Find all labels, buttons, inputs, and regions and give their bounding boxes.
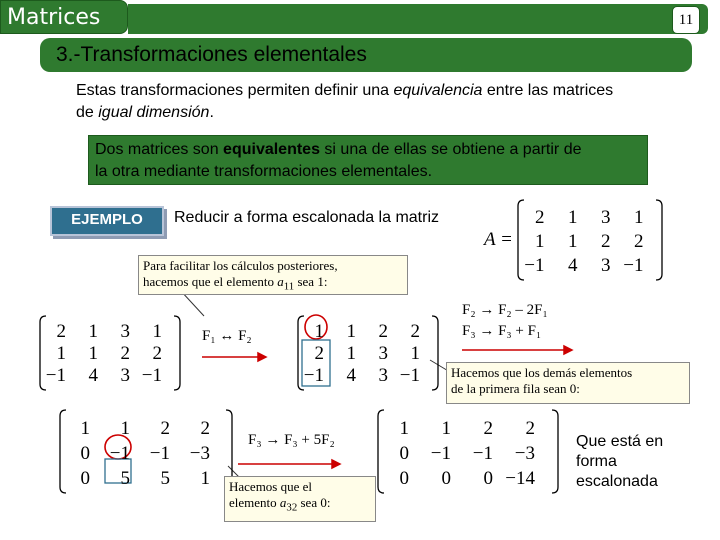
example-task: Reducir a forma escalonada la matriz <box>174 209 440 226</box>
note-first-row: Hacemos que los demás elementos de la primera fila sean 0: <box>446 362 690 404</box>
matrix-cell: 1 <box>346 343 356 364</box>
matrix-cell: 2 <box>160 418 170 439</box>
matrix-cell: 0 <box>399 443 409 464</box>
matrix-cell: 2 <box>314 343 324 364</box>
matrix-cell: 2 <box>378 321 388 342</box>
note-a32: Hacemos que el elemento $a_{32}$ sea 0: <box>224 476 376 522</box>
note-a11: Para facilitar los cálculos posteriores, hacemos que el elemento $a_{11}$ sea 1: <box>138 255 408 295</box>
matrix-cell: 1 <box>200 468 210 489</box>
matrix-cell: −1 <box>303 365 324 386</box>
right-bracket <box>552 410 558 493</box>
matrix-cell: −1 <box>472 443 493 464</box>
matrix-m1 <box>40 316 180 390</box>
arrow-op3-head <box>332 460 340 468</box>
matrix-cell: 1 <box>120 418 130 439</box>
matrix-cell: 2 <box>535 207 545 228</box>
final-note: Que está en forma escalonada <box>576 433 664 490</box>
matrix-cell: −1 <box>623 255 644 276</box>
matrix-cell: 0 <box>483 468 493 489</box>
arrow-op2-head <box>564 346 572 354</box>
matrix-cell: 2 <box>152 343 162 364</box>
matrix-cell: 1 <box>152 321 162 342</box>
matrix-cell: −1 <box>109 443 130 464</box>
matrix-cell: 1 <box>88 343 98 364</box>
section-title: 3.-Transformaciones elementales <box>56 40 676 70</box>
matrix-cell: 5 <box>160 468 170 489</box>
matrix-cell: 1 <box>80 418 90 439</box>
matrix-cell: −1 <box>430 443 451 464</box>
matrix-a-label: A = <box>484 229 513 250</box>
matrix-cell: 0 <box>399 468 409 489</box>
matrix-cell: 1 <box>441 418 451 439</box>
matrix-cell: −1 <box>141 365 162 386</box>
op-row3: F₃ → F₃ + 5F₂ <box>248 432 335 448</box>
highlight-boxes <box>105 340 330 483</box>
matrix-cell: 2 <box>601 231 611 252</box>
matrix-cell: 1 <box>568 207 578 228</box>
matrix-m4 <box>378 410 558 493</box>
matrix-cell: 2 <box>410 321 420 342</box>
matrix-m2 <box>298 316 438 390</box>
app-title: Matrices <box>7 5 101 30</box>
matrix-cell: 0 <box>80 443 90 464</box>
matrix-cell: 5 <box>120 468 130 489</box>
matrix-cell: 3 <box>378 365 388 386</box>
arrow-swap-head <box>258 353 266 361</box>
matrix-cell: 0 <box>441 468 451 489</box>
matrix-cell: 4 <box>568 255 578 276</box>
matrix-cell: 1 <box>88 321 98 342</box>
matrix-cell: −1 <box>399 365 420 386</box>
matrix-cell: 4 <box>88 365 98 386</box>
matrix-cell: 3 <box>601 207 611 228</box>
intro-paragraph: Estas transformaciones permiten definir una equivalencia entre las matrices de igual dimensión. <box>76 82 614 121</box>
matrix-cell: 2 <box>525 418 535 439</box>
matrix-cell: 1 <box>399 418 409 439</box>
matrix-cell: 1 <box>314 321 324 342</box>
matrix-cell: 3 <box>601 255 611 276</box>
right-bracket <box>432 316 438 390</box>
matrix-cell: 2 <box>483 418 493 439</box>
matrix-a <box>518 200 662 280</box>
matrix-m3 <box>60 410 232 493</box>
page-number: 11 <box>672 6 700 34</box>
right-bracket <box>656 200 662 280</box>
op-row-ops: F₂ → F₂ – 2F₁ F₃ → F₃ + F₁ <box>462 302 548 339</box>
matrix-cell: 2 <box>200 418 210 439</box>
matrix-cell: −1 <box>45 365 66 386</box>
matrix-cell: −3 <box>514 443 535 464</box>
left-bracket <box>378 410 384 493</box>
matrix-cell: 1 <box>346 321 356 342</box>
matrix-cell: 1 <box>410 343 420 364</box>
matrix-cell: 2 <box>56 321 66 342</box>
matrix-cell: 4 <box>346 365 356 386</box>
matrix-layer <box>40 200 662 493</box>
matrix-cell: 3 <box>120 321 130 342</box>
matrix-cell: −1 <box>524 255 545 276</box>
op-swap: F₁ ↔ F₂ <box>202 328 252 344</box>
matrix-cell: 1 <box>535 231 545 252</box>
right-bracket <box>174 316 180 390</box>
matrix-cell: 1 <box>568 231 578 252</box>
matrix-cell: −1 <box>149 443 170 464</box>
matrix-cell: 3 <box>120 365 130 386</box>
matrix-cell: 2 <box>120 343 130 364</box>
matrix-cell: 1 <box>56 343 66 364</box>
definition-box: Dos matrices son equivalentes si una de ellas se obtiene a partir de la otra mediante transformaciones elementales. <box>88 135 648 185</box>
matrix-cell: −14 <box>505 468 535 489</box>
left-bracket <box>60 410 66 493</box>
matrix-cell: 3 <box>378 343 388 364</box>
matrix-cell: −3 <box>189 443 210 464</box>
example-badge: EJEMPLO <box>50 206 164 236</box>
matrix-cell: 0 <box>80 468 90 489</box>
matrix-cell: 1 <box>634 207 644 228</box>
matrix-cell: 2 <box>634 231 644 252</box>
left-bracket <box>518 200 524 280</box>
